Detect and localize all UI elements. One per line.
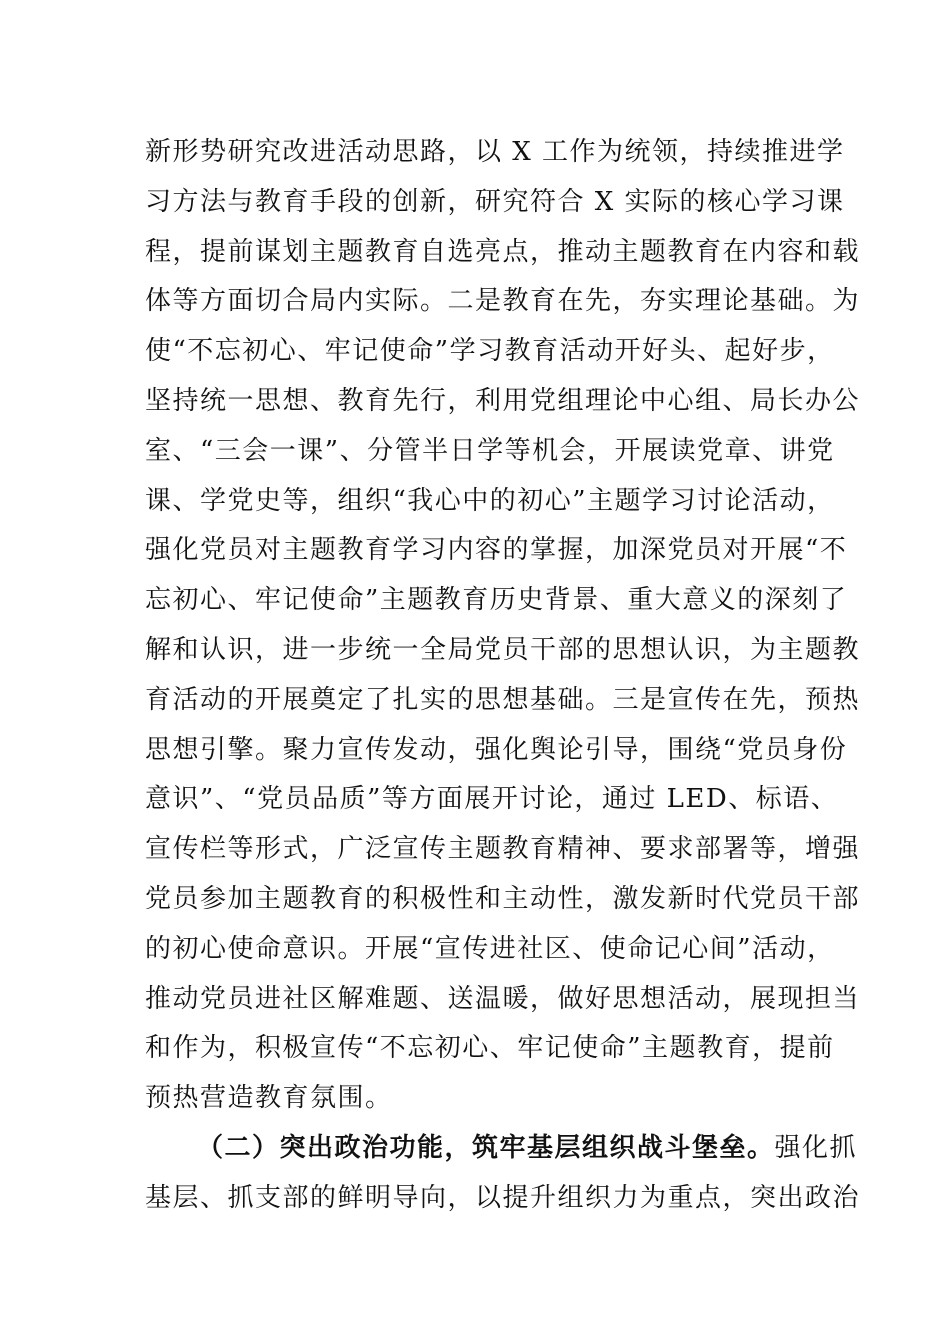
text-line: 预热营造教育氛围。 <box>145 1083 393 1114</box>
text-line: 党员参加主题教育的积极性和主动性，激发新时代党员干部 <box>145 883 861 914</box>
text-line: 程，提前谋划主题教育自选亮点，推动主题教育在内容和载 <box>145 236 861 267</box>
text-line: 和作为，积极宣传“不忘初心、牢记使命”主题教育，提前 <box>145 1033 835 1064</box>
text-line: 习方法与教育手段的创新，研究符合 X 实际的核心学习课 <box>145 186 845 217</box>
text-line: 使“不忘初心、牢记使命”学习教育活动开好头、起好步， <box>145 336 835 367</box>
text-line: 意识”、“党员品质”等方面展开讨论，通过 LED、标语、 <box>145 784 839 815</box>
text-line: 的初心使命意识。开展“宣传进社区、使命记心间”活动， <box>145 933 835 964</box>
text-line: 思想引擎。聚力宣传发动，强化舆论引导，围绕“党员身份 <box>145 734 848 765</box>
text-line: 强化党员对主题教育学习内容的掌握，加深党员对开展“不 <box>145 535 848 566</box>
text-line: 体等方面切合局内实际。二是教育在先，夯实理论基础。为 <box>145 286 861 317</box>
text-line: 坚持统一思想、教育先行，利用党组理论中心组、局长办公 <box>145 385 861 416</box>
document-body <box>145 128 861 1224</box>
text-span: 强化抓 <box>774 1132 858 1163</box>
text-line: 宣传栏等形式，广泛宣传主题教育精神、要求部署等，增强 <box>145 834 861 865</box>
text-line: 忘初心、牢记使命”主题教育历史背景、重大意义的深刻了 <box>145 585 848 616</box>
text-line: 课、学党史等，组织“我心中的初心”主题学习讨论活动， <box>145 485 835 516</box>
text-line: 室、“三会一课”、分管半日学等机会，开展读党章、讲党 <box>145 435 835 466</box>
section-heading: （二）突出政治功能，筑牢基层组织战斗堡垒。 <box>197 1132 775 1163</box>
text-line: 育活动的开展奠定了扎实的思想基础。三是宣传在先，预热 <box>145 684 861 715</box>
text-line: 基层、抓支部的鲜明导向，以提升组织力为重点，突出政治 <box>145 1182 861 1213</box>
text-line: 新形势研究改进活动思路，以 X 工作为统领，持续推进学 <box>145 137 845 167</box>
text-line: 推动党员进社区解难题、送温暖，做好思想活动，展现担当 <box>145 983 861 1014</box>
section-heading-line <box>145 1124 858 1174</box>
text-line: 解和认识，进一步统一全局党员干部的思想认识，为主题教 <box>145 634 861 665</box>
